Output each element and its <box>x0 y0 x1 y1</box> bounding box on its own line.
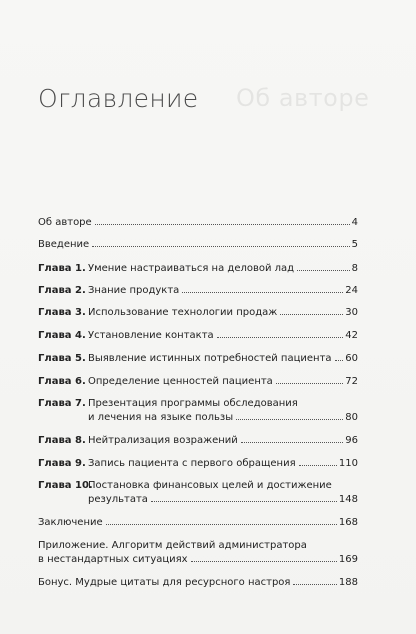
chapter-number: Глава 7. <box>38 398 86 409</box>
toc-entry-title-line-2: в нестандартных ситуациях <box>38 554 188 565</box>
toc-entry-chapter-3[interactable] <box>38 306 358 320</box>
dot-leader <box>241 442 343 443</box>
toc-entry-conclusion[interactable] <box>38 516 358 530</box>
chapter-number: Глава 9. <box>38 458 86 469</box>
toc-entry-page: 96 <box>345 435 358 446</box>
toc-entry-title: Использование технологии продаж <box>88 307 278 318</box>
toc-entry-title-line-1: Постановка финансовых целей и достижение <box>88 480 332 491</box>
chapter-number: Глава 6. <box>38 376 86 387</box>
toc-entry-page: 30 <box>345 307 358 318</box>
toc-entry-bonus[interactable] <box>38 576 358 590</box>
toc-entry-title-line-1: Презентация программы обследования <box>88 398 298 409</box>
toc-entry-chapter-8[interactable] <box>38 434 358 448</box>
toc-entry-title: Бонус. Мудрые цитаты для ресурсного настроя <box>38 577 291 588</box>
toc-entry-page: 188 <box>338 577 358 588</box>
toc-entry-page: 8 <box>351 263 358 274</box>
dot-leader <box>151 501 337 502</box>
dot-leader <box>297 270 350 271</box>
toc-entry-page: 5 <box>351 239 358 250</box>
toc-entry-chapter-1[interactable] <box>38 262 358 276</box>
toc-entry-title: Запись пациента с первого обращения <box>88 458 296 469</box>
toc-entry-page: 60 <box>345 353 358 364</box>
toc-entry-chapter-4[interactable] <box>38 329 358 343</box>
dot-leader <box>217 337 344 338</box>
chapter-number: Глава 8. <box>38 435 86 446</box>
dot-leader <box>335 360 344 361</box>
chapter-number: Глава 4. <box>38 330 86 341</box>
toc-entry-title: Выявление истинных потребностей пациента <box>88 353 332 364</box>
dot-leader <box>299 465 337 466</box>
toc-entry-page: 4 <box>351 217 358 228</box>
chapter-number: Глава 5. <box>38 353 86 364</box>
toc-entry-title-line-2: результата <box>88 494 148 505</box>
chapter-number: Глава 10. <box>38 480 93 491</box>
toc-entry-title: Установление контакта <box>88 330 214 341</box>
toc-entry-appendix[interactable] <box>38 539 358 567</box>
toc-entry-title-line-2: и лечения на языке пользы <box>88 412 234 423</box>
dot-leader <box>106 524 337 525</box>
toc-entry-page: 72 <box>345 376 358 387</box>
dot-leader <box>95 224 350 225</box>
dot-leader <box>236 419 343 420</box>
chapter-number: Глава 2. <box>38 285 86 296</box>
toc-entry-chapter-2[interactable] <box>38 284 358 298</box>
show-through-text: Об авторе <box>236 84 370 112</box>
toc-entry-title: Введение <box>38 239 90 250</box>
toc-entry-title: Заключение <box>38 517 103 528</box>
toc-entry-title: Определение ценностей пациента <box>88 376 273 387</box>
toc-entry-chapter-6[interactable] <box>38 375 358 389</box>
toc-entry-title: Об авторе <box>38 217 92 228</box>
toc-entry-introduction[interactable] <box>38 238 358 252</box>
dot-leader <box>182 292 343 293</box>
toc-entry-title: Знание продукта <box>88 285 180 296</box>
toc-entry-page: 148 <box>338 494 358 505</box>
toc-entry-chapter-7[interactable] <box>38 397 358 425</box>
chapter-number: Глава 1. <box>38 263 86 274</box>
dot-leader <box>92 246 349 247</box>
chapter-number: Глава 3. <box>38 307 86 318</box>
toc-entry-title-line-1: Приложение. Алгоритм действий администратора <box>38 540 307 551</box>
toc-entry-page: 42 <box>345 330 358 341</box>
toc-entry-title: Нейтрализация возражений <box>88 435 238 446</box>
dot-leader <box>276 383 343 384</box>
dot-leader <box>293 584 336 585</box>
toc-entry-page: 110 <box>338 458 358 469</box>
toc-entry-title: Умение настраиваться на деловой лад <box>88 263 295 274</box>
toc-entry-page: 168 <box>338 517 358 528</box>
toc-entry-chapter-5[interactable] <box>38 352 358 366</box>
toc-entry-chapter-10[interactable] <box>38 479 358 507</box>
toc-entry-page: 24 <box>345 285 358 296</box>
toc-entry-page: 80 <box>345 412 358 423</box>
toc-entry-about-author[interactable] <box>38 216 358 230</box>
page-title: Оглавление <box>38 84 199 113</box>
dot-leader <box>191 561 337 562</box>
dot-leader <box>280 314 343 315</box>
toc-entry-chapter-9[interactable] <box>38 457 358 471</box>
toc-entry-page: 169 <box>338 554 358 565</box>
